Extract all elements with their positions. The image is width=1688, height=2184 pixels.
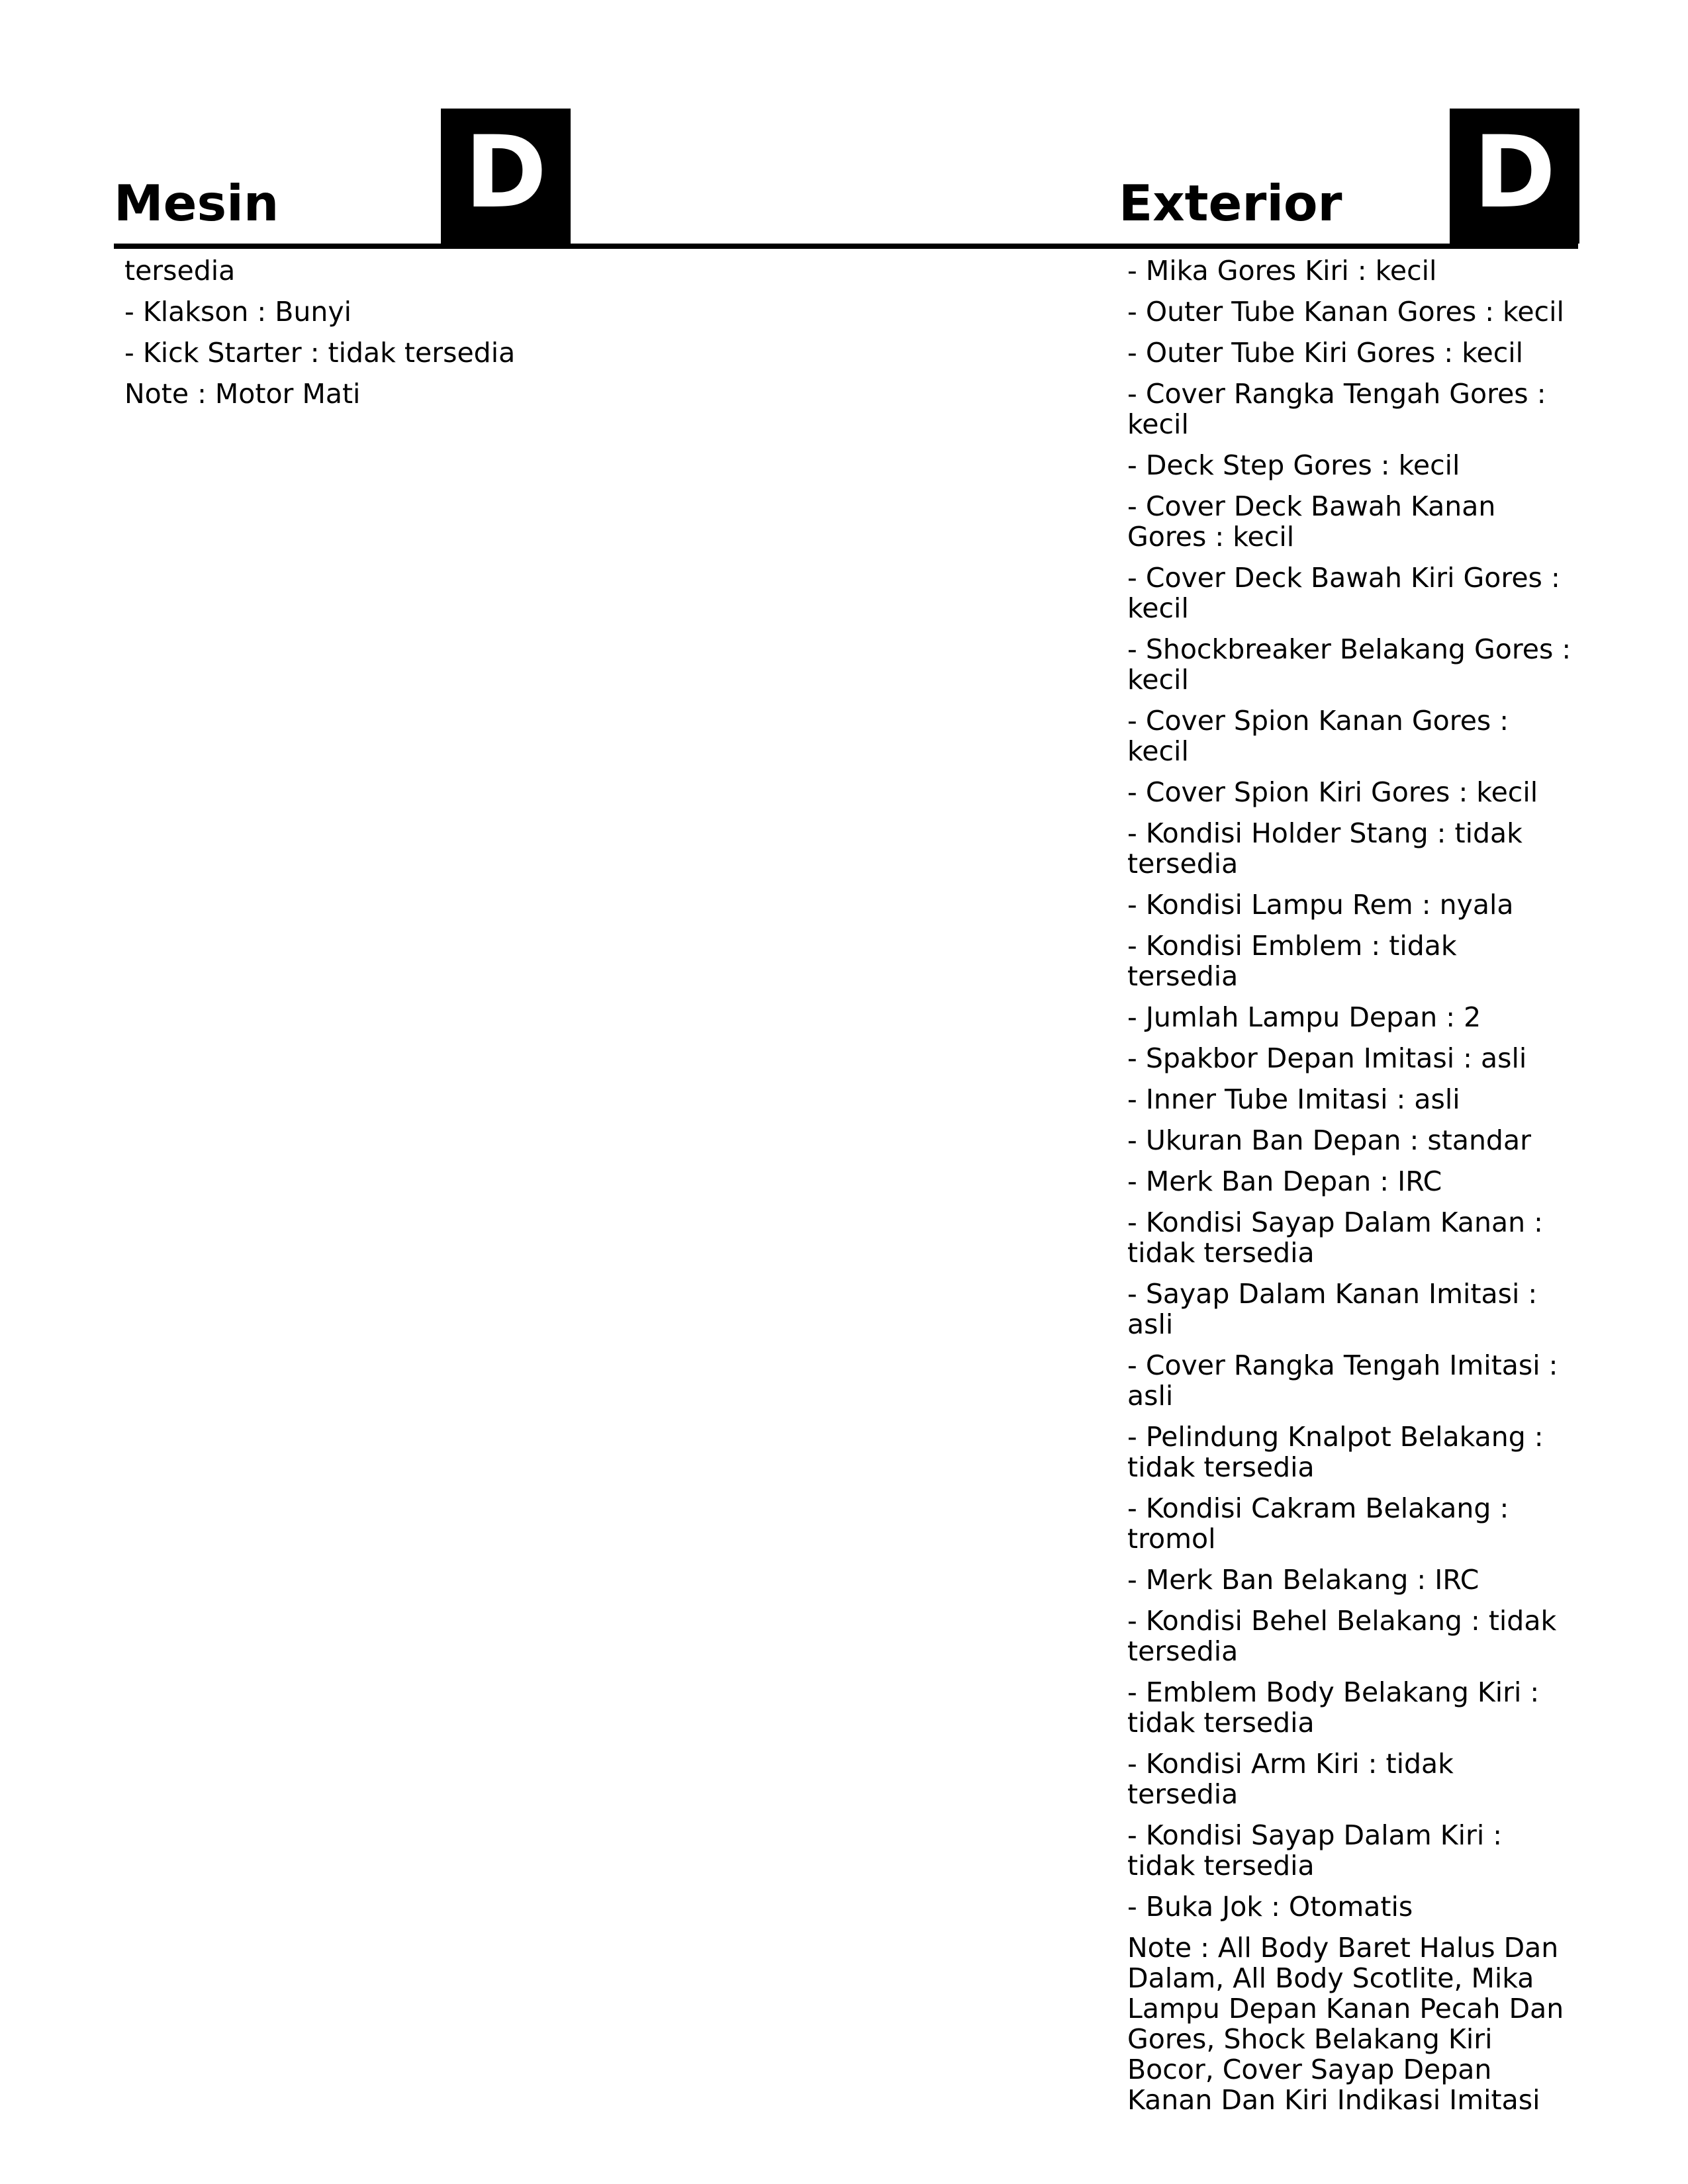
exterior-item: - Kondisi Emblem : tidak tersedia (1127, 930, 1457, 992)
exterior-note: Note : All Body Baret Halus Dan Dalam, All Body Scotlite, Mika Lampu Depan Kanan Pecah Dan Gores, Shock Belakang Kiri Bocor, Cover Sayap Depan Kanan Dan Kiri Indikasi Imitasi (1127, 1932, 1564, 2116)
mesin-item-list (124, 255, 654, 420)
exterior-item: - Cover Deck Bawah Kanan Gores : kecil (1127, 490, 1496, 553)
exterior-item: - Cover Deck Bawah Kiri Gores : kecil (1127, 562, 1560, 624)
exterior-item: - Cover Spion Kanan Gores : kecil (1127, 705, 1509, 767)
mesin-note: Note : Motor Mati (124, 378, 361, 410)
mesin-item: - Klakson : Bunyi (124, 296, 352, 328)
exterior-item: - Kondisi Sayap Dalam Kiri : tidak tersedia (1127, 1819, 1503, 1882)
exterior-item: - Merk Ban Belakang : IRC (1127, 1564, 1479, 1596)
exterior-item: - Kondisi Cakram Belakang : tromol (1127, 1492, 1509, 1555)
exterior-item: - Deck Step Gores : kecil (1127, 449, 1460, 481)
exterior-section-title: Exterior (1119, 174, 1342, 232)
exterior-item: - Cover Spion Kiri Gores : kecil (1127, 776, 1538, 808)
exterior-item: - Pelindung Knalpot Belakang : tidak tersedia (1127, 1421, 1544, 1483)
exterior-item: - Outer Tube Kanan Gores : kecil (1127, 296, 1564, 328)
mesin-item: tersedia (124, 255, 236, 287)
exterior-item: - Cover Rangka Tengah Gores : kecil (1127, 378, 1546, 440)
exterior-item: - Spakbor Depan Imitasi : asli (1127, 1042, 1527, 1074)
exterior-item: - Sayap Dalam Kanan Imitasi : asli (1127, 1278, 1538, 1340)
exterior-item: - Jumlah Lampu Depan : 2 (1127, 1001, 1481, 1033)
exterior-item: - Kondisi Lampu Rem : nyala (1127, 889, 1514, 921)
mesin-item: - Kick Starter : tidak tersedia (124, 337, 516, 369)
header-divider (114, 244, 1578, 249)
exterior-item: - Kondisi Holder Stang : tidak tersedia (1127, 817, 1523, 880)
exterior-item: - Shockbreaker Belakang Gores : kecil (1127, 633, 1571, 696)
exterior-item: - Emblem Body Belakang Kiri : tidak tersedia (1127, 1676, 1540, 1739)
exterior-item: - Buka Jok : Otomatis (1127, 1891, 1413, 1923)
exterior-item: - Cover Rangka Tengah Imitasi : asli (1127, 1349, 1558, 1412)
mesin-grade-badge: D (441, 109, 571, 244)
exterior-item: - Kondisi Arm Kiri : tidak tersedia (1127, 1748, 1454, 1810)
exterior-item: - Mika Gores Kiri : kecil (1127, 255, 1437, 287)
exterior-item: - Merk Ban Depan : IRC (1127, 1165, 1442, 1197)
exterior-item: - Outer Tube Kiri Gores : kecil (1127, 337, 1524, 369)
exterior-item-list (1127, 255, 1572, 2126)
exterior-item: - Ukuran Ban Depan : standar (1127, 1124, 1531, 1156)
exterior-item: - Inner Tube Imitasi : asli (1127, 1083, 1460, 1115)
exterior-grade-badge: D (1450, 109, 1579, 244)
exterior-item: - Kondisi Behel Belakang : tidak tersedia (1127, 1605, 1557, 1667)
exterior-item: - Kondisi Sayap Dalam Kanan : tidak tersedia (1127, 1206, 1543, 1269)
mesin-section-title: Mesin (114, 174, 279, 232)
